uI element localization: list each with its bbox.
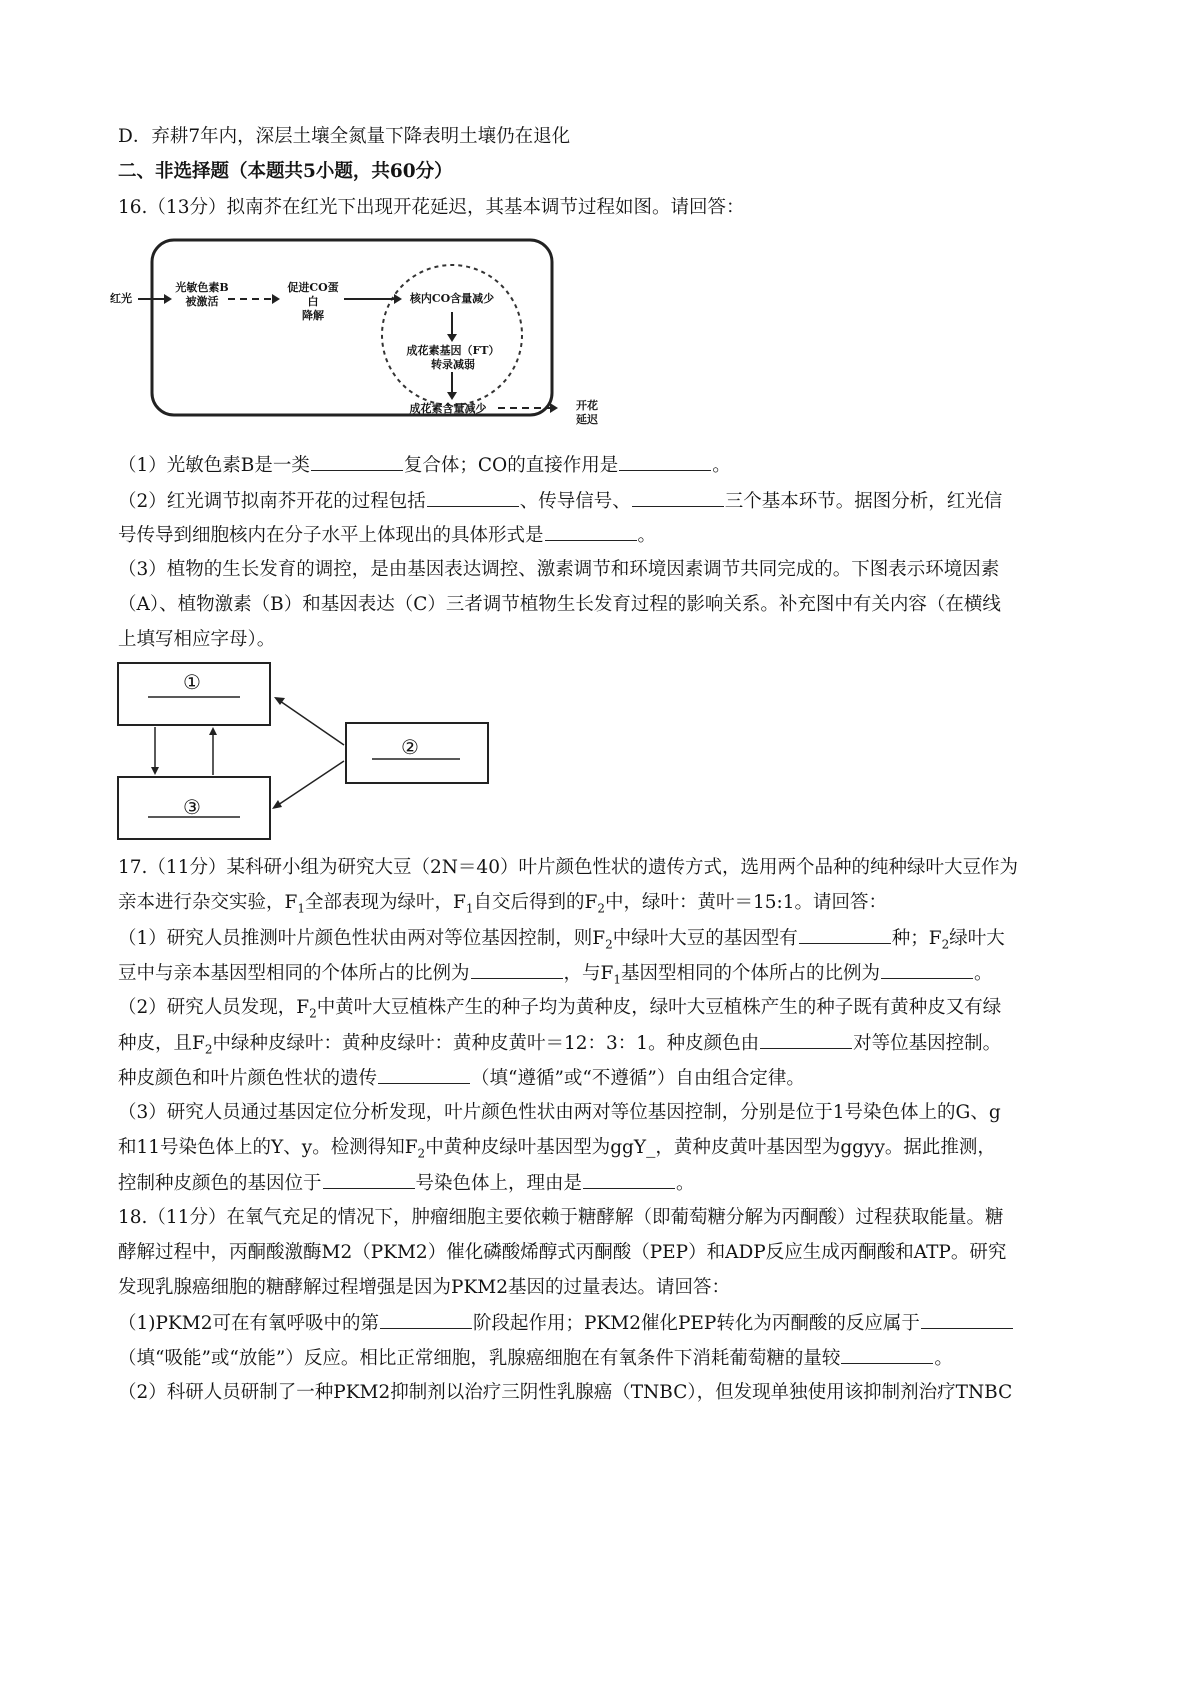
q17-part3-line1: （3）研究人员通过基因定位分析发现，叶片颜色性状由两对等位基因控制，分别是位于1号染色体上的G、g — [118, 1102, 1001, 1123]
q18-part2-line1: （2）科研人员研制了一种PKM2抑制剂以治疗三阴性乳腺癌（TNBC），但发现单独使用该抑制剂治疗TNBC — [118, 1382, 1013, 1403]
q18-line2: 酵解过程中，丙酮酸激酶M2（PKM2）催化磷酸烯醇式丙酮酸（PEP）和ADP反应生成丙酮酸和ATP。研究 — [118, 1242, 1007, 1263]
section-title: 二、非选择题（本题共5小题，共60分） — [118, 161, 453, 182]
box2-label: ② — [401, 735, 419, 759]
label-ft: 成花素基因（FT） 转录减弱 — [406, 344, 500, 371]
label-co-reduce: 核内CO含量减少 — [409, 292, 495, 305]
q16-part2: （2）红光调节拟南芥开花的过程包括 、传导信号、 三个基本环节。据图分析，红光信 — [118, 488, 1108, 515]
q16-part3-line1: （3）植物的生长发育的调控，是由基因表达调控、激素调节和环境因素调节共同完成的。下图表示环境因素 — [118, 559, 1000, 580]
q18-line1: 18.（11分）在氧气充足的情况下，肿瘤细胞主要依赖于糖酵解（即葡萄糖分解为丙酮酸）过程获取能量。糖 — [118, 1207, 1004, 1228]
answer-blank[interactable] — [380, 1310, 472, 1329]
answer-blank[interactable] — [545, 522, 637, 541]
answer-blank[interactable] — [378, 1065, 470, 1084]
answer-blank[interactable] — [799, 925, 891, 944]
q18-part1-line2: （填“吸能”或“放能”）反应。相比正常细胞，乳腺癌细胞在有氧条件下消耗葡萄糖的量较 。 — [118, 1345, 1108, 1372]
q17-part1: （1）研究人员推测叶片颜色性状由两对等位基因控制，则$F_2$中绿叶大豆的基因型有 种；$F_2$绿叶大 — [118, 925, 1108, 958]
arrow-2-to-1 — [280, 701, 344, 745]
q16-part1: （1）光敏色素B是一类 复合体；CO的直接作用是 。 — [118, 452, 1108, 479]
q17-line1: 17.（11分）某科研小组为研究大豆（2N＝40）叶片颜色性状的遗传方式，选用两个品种的纯种绿叶大豆作为 — [118, 857, 1018, 878]
q16-part2-line2: 号传导到细胞核内在分子水平上体现出的具体形式是 。 — [118, 522, 1108, 549]
answer-blank[interactable] — [427, 488, 519, 507]
label-red-light: 红光 — [110, 292, 132, 305]
answer-blank[interactable] — [471, 960, 563, 979]
answer-blank[interactable] — [921, 1310, 1013, 1329]
label-co-degradation: 促进CO蛋白 降解 — [287, 281, 339, 322]
q17-part3-line3: 控制种皮颜色的基因位于 号染色体上，理由是 。 — [118, 1170, 1108, 1197]
q16-stem: 16.（13分）拟南芥在红光下出现开花延迟，其基本调节过程如图。请回答： — [118, 197, 745, 218]
q17-part2-line2: 种皮，且$F_2$中绿种皮绿叶：黄种皮绿叶：黄种皮黄叶＝12：3：1。种皮颜色由 对等位基因控制。 — [118, 1030, 1108, 1063]
answer-blank[interactable] — [760, 1030, 852, 1049]
q17-line2: 亲本进行杂交实验，$F_1$全部表现为绿叶，$F_1$自交后得到的$F_2$中，绿叶：黄叶＝15:1。请回答： — [118, 892, 887, 916]
q16-part3-line2: （A）、植物激素（B）和基因表达（C）三者调节植物生长发育过程的影响关系。补充图中有关内容（在横线 — [118, 594, 1001, 615]
q17-part1-line2: 豆中与亲本基因型相同的个体所占的比例为 ，与$F_1$基因型相同的个体所占的比例为 。 — [118, 960, 1108, 993]
answer-blank[interactable] — [583, 1170, 675, 1189]
label-phyb: 光敏色素B 被激活 — [175, 281, 229, 308]
box1-label: ① — [183, 670, 201, 694]
box3-label: ③ — [183, 795, 201, 819]
answer-blank[interactable] — [881, 960, 973, 979]
q18-line3: 发现乳腺癌细胞的糖酵解过程增强是因为PKM2基因的过量表达。请回答： — [118, 1277, 730, 1298]
q17-part3-line2: 和11号染色体上的Y、y。检测得知$F_2$中黄种皮绿叶基因型为ggY_，黄种皮黄叶基因型为ggyy。据此推测， — [118, 1137, 996, 1161]
answer-blank[interactable] — [323, 1170, 415, 1189]
q17-part2-line1: （2）研究人员发现，$F_2$中黄叶大豆植株产生的种子均为黄种皮，绿叶大豆植株产生的种子既有黄种皮又有绿 — [118, 997, 1002, 1021]
flowering-regulation-diagram — [100, 230, 620, 430]
answer-blank[interactable] — [619, 452, 711, 471]
cell-outline — [152, 240, 552, 415]
arrow-2-to-3 — [278, 761, 344, 805]
label-florigen-reduce: 成花素含量减少 — [409, 402, 487, 415]
label-flowering-delay: 开花 延迟 — [576, 399, 598, 426]
answer-blank[interactable] — [841, 1345, 933, 1364]
q17-part2-line3: 种皮颜色和叶片颜色性状的遗传 （填“遵循”或“不遵循”）自由组合定律。 — [118, 1065, 1108, 1092]
answer-blank[interactable] — [632, 488, 724, 507]
q15-option-d: D．弃耕7年内，深层土壤全氮量下降表明土壤仍在退化 — [118, 126, 571, 147]
q16-part3-line3: 上填写相应字母）。 — [118, 629, 276, 650]
answer-blank[interactable] — [311, 452, 403, 471]
q18-part1: （1)PKM2可在有氧呼吸中的第 阶段起作用；PKM2催化PEP转化为丙酮酸的反应属于 — [118, 1310, 1108, 1337]
